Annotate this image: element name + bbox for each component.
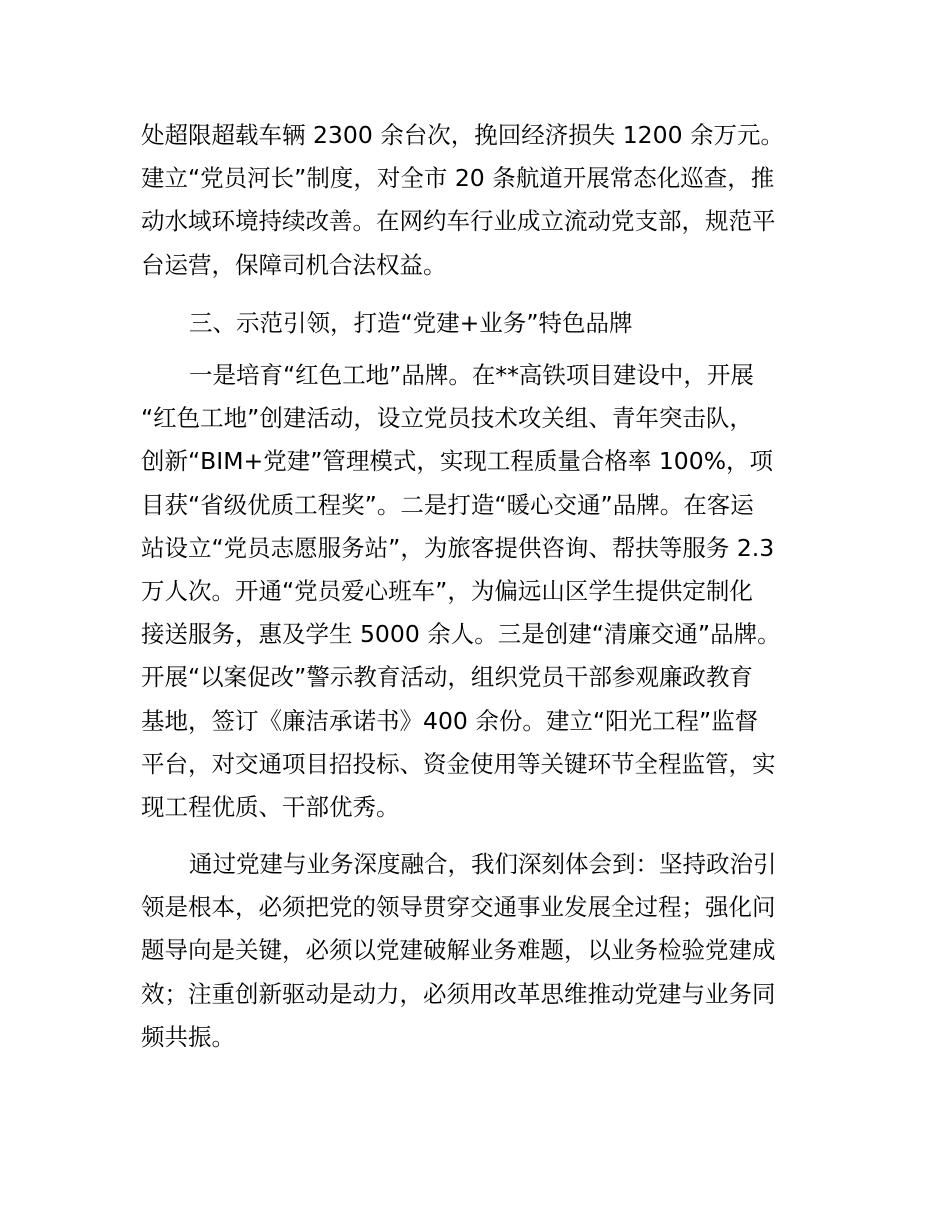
text-line: 台运营，保障司机合法权益。	[141, 250, 447, 279]
text-line: 效；注重创新驱动是动力，必须用改革思维推动党建与业务同	[141, 979, 776, 1008]
section-heading-text: 三、示范引领，打造“党建+业务”特色品牌	[189, 309, 633, 337]
text-line: 开展“以案促改”警示教育活动，组织党员干部参观廉政教育	[141, 663, 753, 692]
text-line: 处超限超载车辆 2300 余台次，挽回经济损失 1200 余万元。	[141, 121, 784, 149]
paragraph-conclusion	[141, 843, 816, 1059]
text-line: 万人次。开通“党员爱心班车”，为偏远山区学生提供定制化	[141, 576, 753, 605]
text-line: 站设立“党员志愿服务站”，为旅客提供咨询、帮扶等服务 2.3	[141, 533, 775, 562]
text-line: 题导向是关键，必须以党建破解业务难题，以业务检验党建成	[141, 936, 776, 965]
text-line: 频共振。	[141, 1022, 235, 1051]
paragraph-brands	[141, 354, 816, 829]
text-line: 建立“党员河长”制度，对全市 20 条航道开展常态化巡查，推	[141, 164, 775, 193]
paragraph-continuation	[141, 114, 816, 287]
section-heading	[141, 302, 816, 345]
text-line: 目获“省级优质工程奖”。二是打造“暖心交通”品牌。在客运	[141, 490, 754, 519]
text-line: 平台，对交通项目招投标、资金使用等关键环节全程监管，实	[141, 749, 776, 778]
text-line: 一是培育“红色工地”品牌。在**高铁项目建设中，开展	[189, 361, 754, 389]
text-line: 通过党建与业务深度融合，我们深刻体会到：坚持政治引	[189, 850, 777, 878]
text-line: 现工程优质、干部优秀。	[141, 792, 400, 821]
text-line: 接送服务，惠及学生 5000 余人。三是创建“清廉交通”品牌。	[141, 620, 781, 649]
text-line: 领是根本，必须把党的领导贯穿交通事业发展全过程；强化问	[141, 893, 776, 922]
text-line: 创新“BIM+党建”管理模式，实现工程质量合格率 100%，项	[141, 447, 774, 476]
text-line: 基地，签订《廉洁承诺书》400 余份。建立“阳光工程”监督	[141, 706, 759, 735]
text-line: “红色工地”创建活动，设立党员技术攻关组、青年突击队，	[141, 404, 753, 433]
text-line: 动水域环境持续改善。在网约车行业成立流动党支部，规范平	[141, 207, 776, 236]
